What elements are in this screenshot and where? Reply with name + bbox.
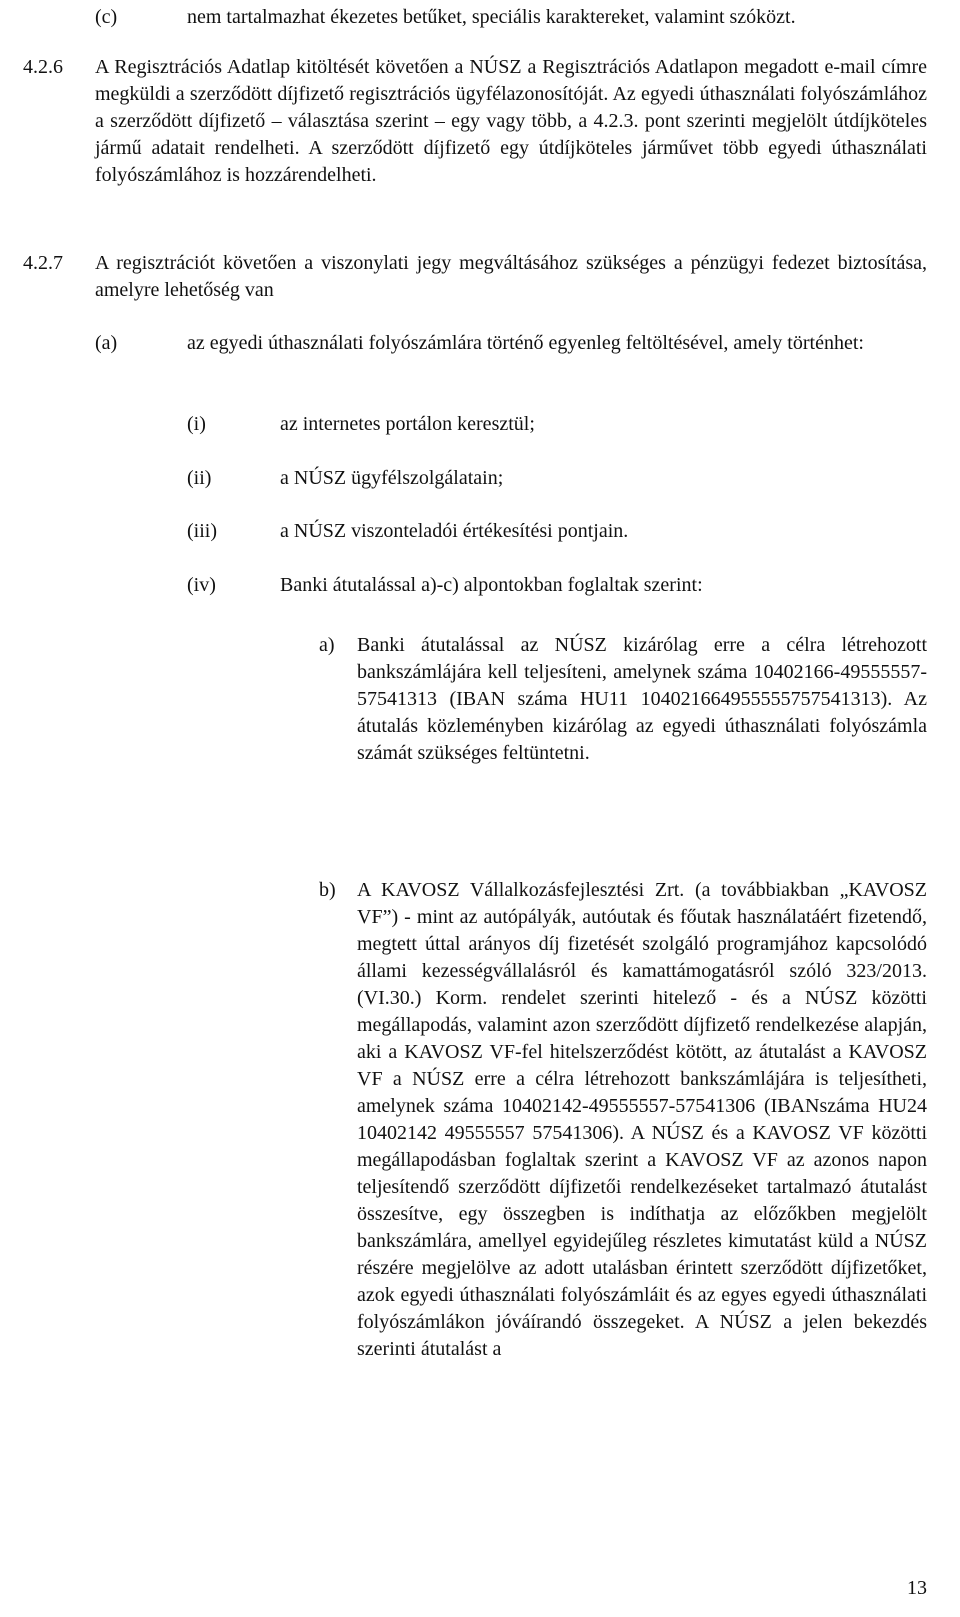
subitem-ii-text: a NÚSZ ügyfélszolgálatain; [280,467,504,489]
section-4-2-7-number: 4.2.7 [23,252,63,274]
bank-a-label: a) [319,634,335,656]
subitem-iii-text: a NÚSZ viszonteladói értékesítési pontjain. [280,520,629,542]
section-4-2-6-text: A Regisztrációs Adatlap kitöltését követően a NÚSZ a Regisztrációs Adatlapon megadott e-mail címre megküldi a szerződött díjfizető regisztrációs ügyfélazonosítóját. Az egyedi úthasználati folyószámlához a szerződött díjfizető – választása szerint – egy vagy több, a 4.2.3. pont szerinti megjelölt útdíjköteles jármű adatait rendelheti. A szerződött díjfizető egy útdíjköteles járművet több egyedi úthasználati folyószámlához is hozzárendelheti. [95,56,927,186]
item-c-text: nem tartalmazhat ékezetes betűket, speciális karaktereket, valamint szóközt. [187,6,796,28]
subitem-ii-label: (ii) [187,467,212,489]
subitem-iii-label: (iii) [187,520,217,542]
page-number: 13 [907,1577,927,1599]
subitem-i-label: (i) [187,413,206,435]
subitem-i-text: az internetes portálon keresztül; [280,413,535,435]
section-4-2-7-text: A regisztrációt követően a viszonylati jegy megváltásához szükséges a pénzügyi fedezet biztosítása, amelyre lehetőség van [95,252,927,301]
bank-b-text: A KAVOSZ Vállalkozásfejlesztési Zrt. (a továbbiakban „KAVOSZ VF”) - mint az autópályák, autóutak és főutak használatáért fizetendő, megtett úttal arányos díj fizetését szolgáló programjához kapcsolódó állami kezességvállalásról és kamattámogatásról szóló 323/2013. (VI.30.) Korm. rendelet szerinti hitelező - és a NÚSZ közötti megállapodás, valamint azon szerződött díjfizető rendelkezése alapján, aki a KAVOSZ VF-fel hitelszerződést kötött, az átutalást a KAVOSZ VF a NÚSZ erre a célra létrehozott bankszámlájára is teljesítheti, amelynek száma 10402142-49555557-57541306 (IBANszáma HU24 10402142 49555557 57541306). A NÚSZ és a KAVOSZ VF közötti megállapodásban foglaltak szerint a KAVOSZ VF az azonos napon teljesítendő szerződött díjfizetői rendelkezéseket tartalmazó átutalást összesítve, egy összegben is indíthatja az előzőkben megjelölt bankszámlára, amellyel egyidejűleg részletes kimutatást küld a NÚSZ részére megjelölve az adott utalásban érintett szerződött díjfizetőket, azok egyedi úthasználati folyószámláit és az egyes egyedi úthasználati folyószámlákon jóváírandó összegeket. A NÚSZ a jelen bekezdés szerinti átutalást a [357,879,927,1360]
subitem-iv-label: (iv) [187,574,216,596]
subitem-iv-text: Banki átutalással a)-c) alpontokban foglaltak szerint: [280,574,703,596]
section-4-2-6-number: 4.2.6 [23,56,63,78]
item-a-text: az egyedi úthasználati folyószámlára történő egyenleg feltöltésével, amely történhet: [187,332,864,354]
bank-a-text: Banki átutalással az NÚSZ kizárólag erre a célra létrehozott bankszámlájára kell teljesíteni, amelynek száma 10402166-49555557-57541313 (IBAN száma HU11 104021664955555757541313). Az átutalás közleményben kizárólag az egyedi úthasználati folyószámla számát szükséges feltüntetni. [357,634,927,764]
item-a-label: (a) [95,332,118,354]
item-c-label: (c) [95,6,118,28]
bank-b-label: b) [319,879,336,901]
